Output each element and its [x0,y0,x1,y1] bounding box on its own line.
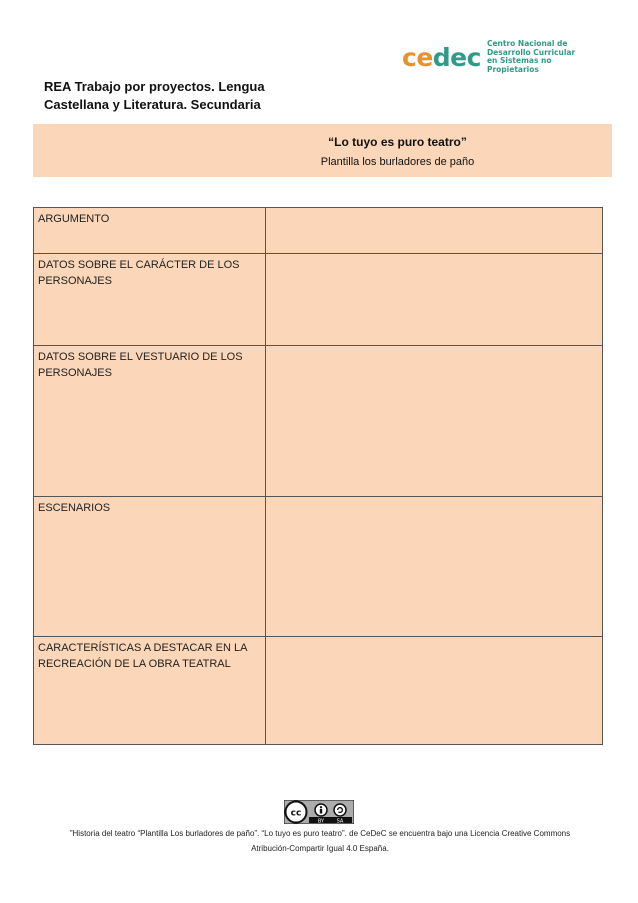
row-value-cell[interactable] [266,497,603,637]
cedec-logo-wordmark: cedec [402,42,481,72]
table-row [34,208,603,254]
row-label-vestuario: DATOS SOBRE EL VESTUARIO DE LOS PERSONAJES [34,346,266,497]
footer-line-1: ”Historia del teatro “Plantilla Los burladores de paño”. “Lo tuyo es puro teatro”. de CeDeC se encuentra bajo una Licencia Creative Commons [69,829,571,838]
row-value-cell[interactable] [266,254,603,346]
cc-by-sa-badge [284,800,354,824]
template-table [33,207,603,745]
table-row [34,346,603,497]
cc-sa-label: SA [336,818,344,824]
row-label-caracteristicas: CARACTERÍSTICAS A DESTACAR EN LA RECREACIÓN DE LA OBRA TEATRAL [34,637,266,745]
footer-line-2: Atribución-Compartir Igual 4.0 España. [251,844,389,853]
row-label-argumento: ARGUMENTO [34,208,266,254]
row-value-cell[interactable] [266,346,603,497]
banner-subtitle: Plantilla los burladores de paño [320,156,475,168]
document-title: REA Trabajo por proyectos. Lengua Castellana y Literatura. Secundaria [44,79,265,112]
row-value-cell[interactable] [266,208,603,254]
table-row [34,637,603,745]
row-value-cell[interactable] [266,637,603,745]
license-footer [30,826,610,856]
cedec-logo-subtitle: Centro Nacional de Desarrollo Curricular en Sistemas no Propietarios [486,39,576,74]
banner-title: “Lo tuyo es puro teatro” [328,135,467,149]
row-label-caracter: DATOS SOBRE EL CARÁCTER DE LOS PERSONAJES [34,254,266,346]
cc-by-label: BY [317,818,325,824]
cedec-logo [402,39,602,74]
row-label-escenarios: ESCENARIOS [34,497,266,637]
table-row [34,254,603,346]
table-row [34,497,603,637]
svg-text:cc: cc [290,808,302,819]
title-banner [33,124,612,177]
